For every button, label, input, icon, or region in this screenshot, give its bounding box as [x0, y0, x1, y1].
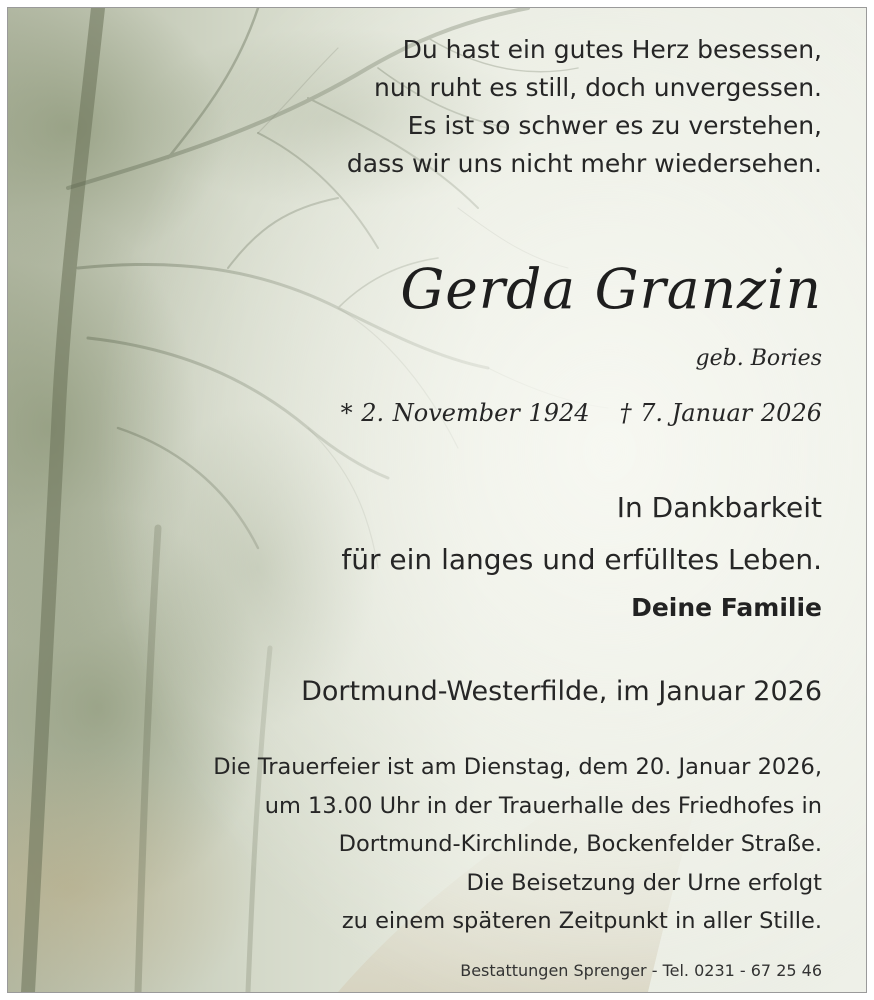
service-line: zu einem späteren Zeitpunkt in aller Stille.	[341, 908, 822, 934]
place-and-date: Dortmund-Westerfilde, im Januar 2026	[301, 676, 822, 707]
thanks-line: für ein langes und erfülltes Leben.	[341, 543, 822, 576]
memorial-poem	[347, 31, 822, 183]
service-line: Die Trauerfeier ist am Dienstag, dem 20. Januar 2026,	[213, 754, 822, 780]
undertaker-contact: Bestattungen Sprenger - Tel. 0231 - 67 25 46	[460, 961, 822, 980]
obituary-notice	[7, 7, 867, 993]
service-line: Die Beisetzung der Urne erfolgt	[466, 869, 822, 896]
thanks-text	[341, 482, 822, 586]
birth-date: * 2. November 1924	[340, 399, 590, 427]
thanks-line: In Dankbarkeit	[616, 491, 822, 524]
service-line: Dortmund-Kirchlinde, Bockenfelder Straße.	[338, 831, 822, 857]
deceased-name: Gerda Granzin	[400, 257, 822, 321]
maiden-name: geb. Bories	[695, 346, 822, 371]
death-date: † 7. Januar 2026	[619, 399, 822, 427]
funeral-service-info	[213, 748, 822, 941]
family-signature: Deine Familie	[631, 593, 822, 622]
life-dates	[341, 396, 822, 430]
service-line: um 13.00 Uhr in der Trauerhalle des Friedhofes in	[264, 792, 822, 819]
poem-line: dass wir uns nicht mehr wiedersehen.	[346, 149, 822, 178]
poem-line: nun ruht es still, doch unvergessen.	[374, 73, 822, 102]
poem-line: Du hast ein gutes Herz besessen,	[402, 35, 822, 64]
poem-line: Es ist so schwer es zu verstehen,	[407, 111, 822, 140]
